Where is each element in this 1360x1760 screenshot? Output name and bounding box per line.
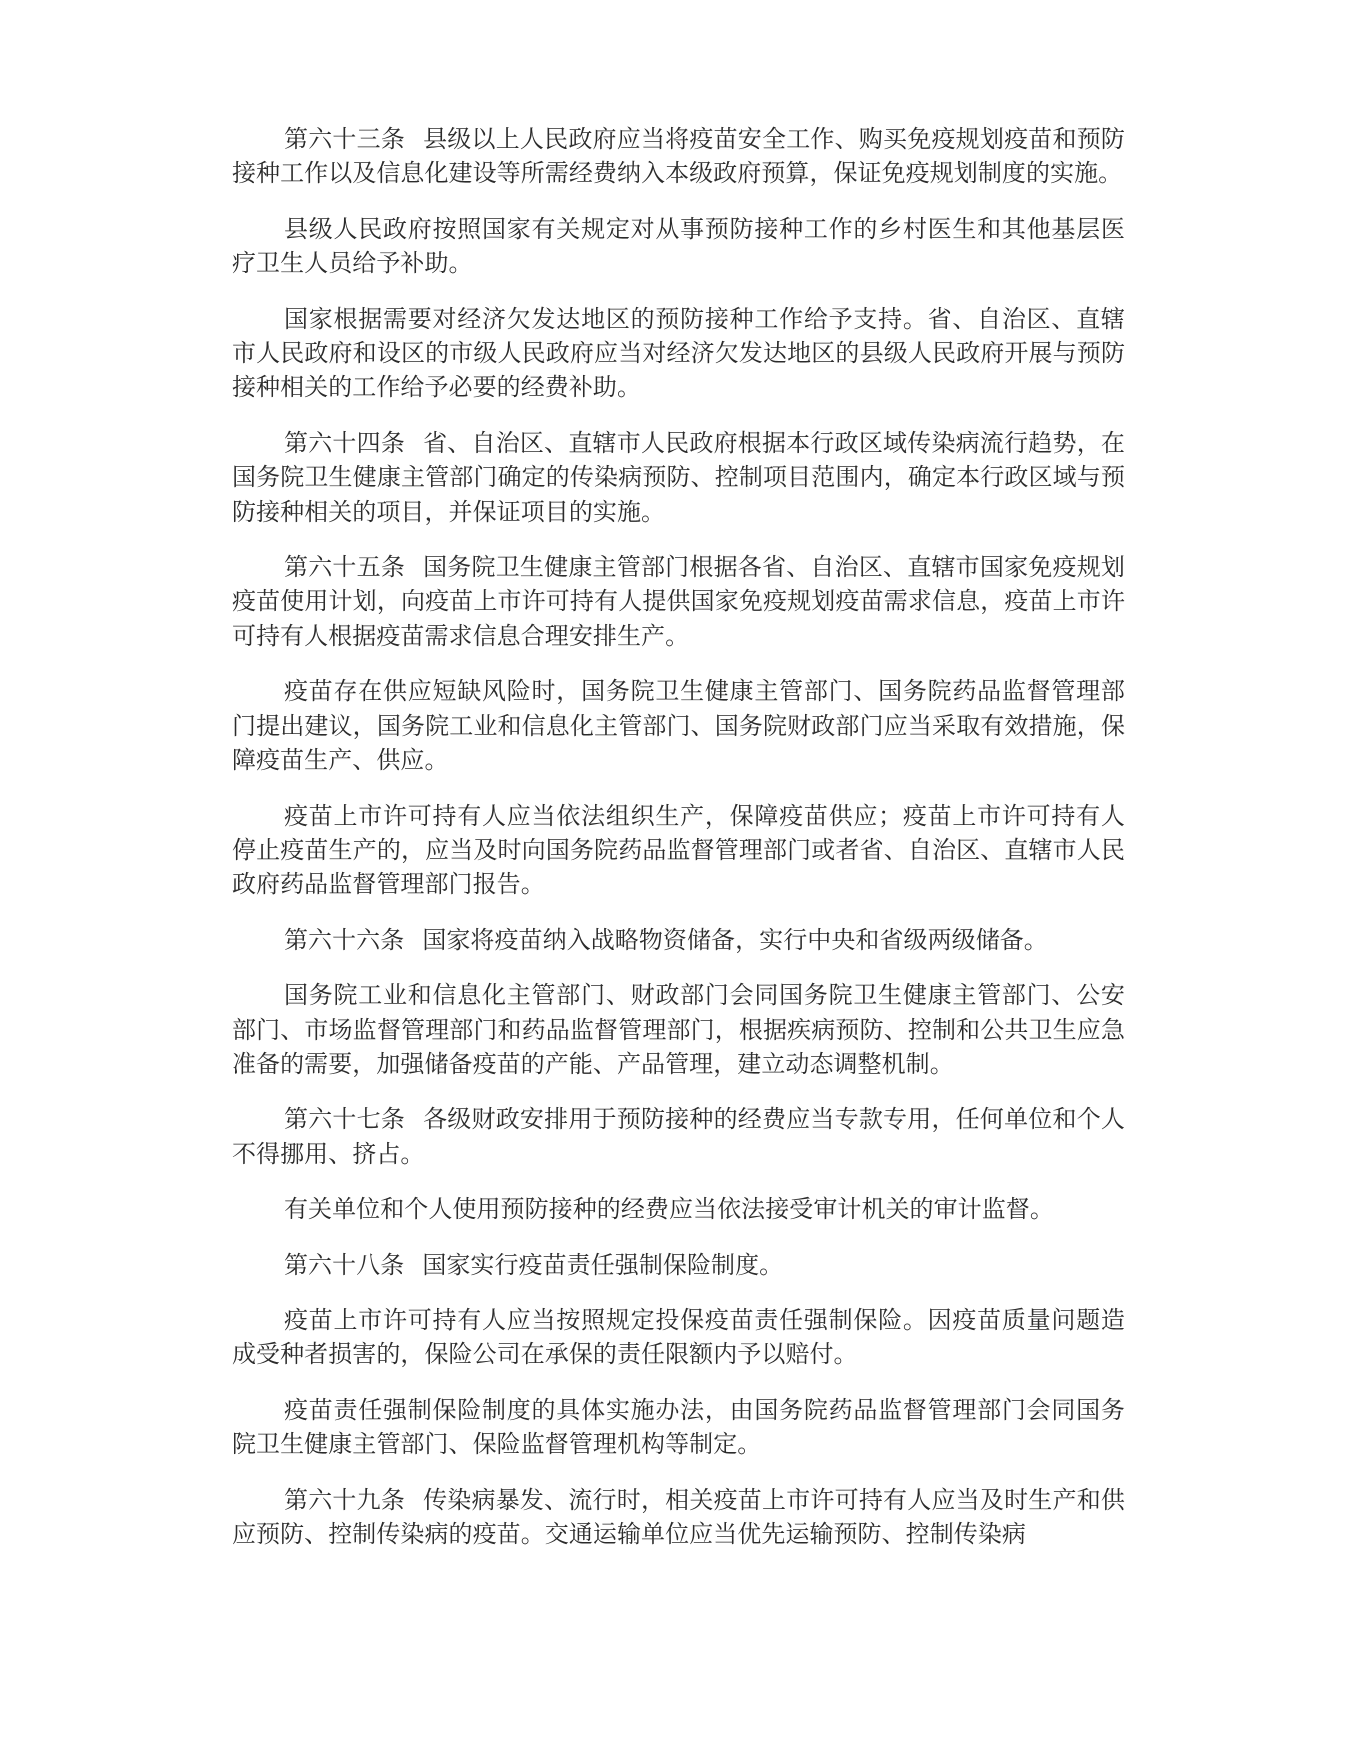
paragraph [232,1303,1125,1372]
article-number: 第六十九条 [284,1485,406,1514]
paragraph [232,674,1125,777]
paragraph-text: 有关单位和个人使用预防接种的经费应当依法接受审计机关的审计监督。 [284,1195,1054,1224]
paragraph-article-65 [232,550,1125,653]
paragraph-article-68 [232,1248,1125,1282]
paragraph-text: 国务院工业和信息化主管部门、财政部门会同国务院卫生健康主管部门、公安部门、市场监督管理部门和药品监督管理部门，根据疾病预防、控制和公共卫生应急准备的需要，加强储备疫苗的产能、产品管理，建立动态调整机制。 [232,981,1125,1078]
paragraph-text: 国务院卫生健康主管部门根据各省、自治区、直辖市国家免疫规划疫苗使用计划，向疫苗上市许可持有人提供国家免疫规划疫苗需求信息，疫苗上市许可持有人根据疫苗需求信息合理安排生产。 [232,553,1125,650]
document-page [232,122,1125,1572]
paragraph-article-64 [232,426,1125,529]
article-number: 第六十七条 [284,1105,406,1134]
paragraph-article-69 [232,1483,1125,1552]
paragraph-text: 国家根据需要对经济欠发达地区的预防接种工作给予支持。省、自治区、直辖市人民政府和设区的市级人民政府应当对经济欠发达地区的县级人民政府开展与预防接种相关的工作给予必要的经费补助。 [232,304,1125,402]
paragraph-text: 疫苗上市许可持有人应当依法组织生产，保障疫苗供应；疫苗上市许可持有人停止疫苗生产的，应当及时向国务院药品监督管理部门或者省、自治区、直辖市人民政府药品监督管理部门报告。 [232,801,1125,899]
article-number: 第六十八条 [284,1250,405,1279]
paragraph-text: 国家实行疫苗责任强制保险制度。 [422,1250,784,1279]
paragraph [232,1192,1125,1226]
article-number: 第六十三条 [284,125,406,153]
paragraph [232,978,1125,1081]
paragraph-article-67 [232,1102,1125,1171]
paragraph-text: 省、自治区、直辖市人民政府根据本行政区域传染病流行趋势，在国务院卫生健康主管部门确定的传染病预防、控制项目范围内，确定本行政区域与预防接种相关的项目，并保证项目的实施。 [232,428,1125,526]
paragraph-text: 疫苗责任强制保险制度的具体实施办法，由国务院药品监督管理部门会同国务院卫生健康主管部门、保险监督管理机构等制定。 [232,1395,1125,1459]
paragraph-text: 各级财政安排用于预防接种的经费应当专款专用，任何单位和个人不得挪用、挤占。 [232,1105,1125,1168]
paragraph-text: 疫苗上市许可持有人应当按照规定投保疫苗责任强制保险。因疫苗质量问题造成受种者损害的，保险公司在承保的责任限额内予以赔付。 [232,1305,1125,1369]
paragraph-text: 县级人民政府按照国家有关规定对从事预防接种工作的乡村医生和其他基层医疗卫生人员给予补助。 [232,214,1125,278]
paragraph [232,212,1125,281]
paragraph [232,799,1125,902]
paragraph-text: 传染病暴发、流行时，相关疫苗上市许可持有人应当及时生产和供应预防、控制传染病的疫苗。交通运输单位应当优先运输预防、控制传染病 [232,1485,1125,1548]
paragraph-article-63 [232,122,1125,191]
paragraph-text: 国家将疫苗纳入战略物资储备，实行中央和省级两级储备。 [422,925,1048,954]
paragraph [232,302,1125,405]
paragraph [232,1393,1125,1462]
paragraph-text: 县级以上人民政府应当将疫苗安全工作、购买免疫规划疫苗和预防接种工作以及信息化建设等所需经费纳入本级政府预算，保证免疫规划制度的实施。 [232,125,1125,188]
paragraph-article-66 [232,923,1125,957]
article-number: 第六十四条 [284,428,406,457]
paragraph-text: 疫苗存在供应短缺风险时，国务院卫生健康主管部门、国务院药品监督管理部门提出建议，国务院工业和信息化主管部门、国务院财政部门应当采取有效措施，保障疫苗生产、供应。 [232,677,1125,775]
article-number: 第六十五条 [284,553,406,582]
article-number: 第六十六条 [284,925,405,954]
